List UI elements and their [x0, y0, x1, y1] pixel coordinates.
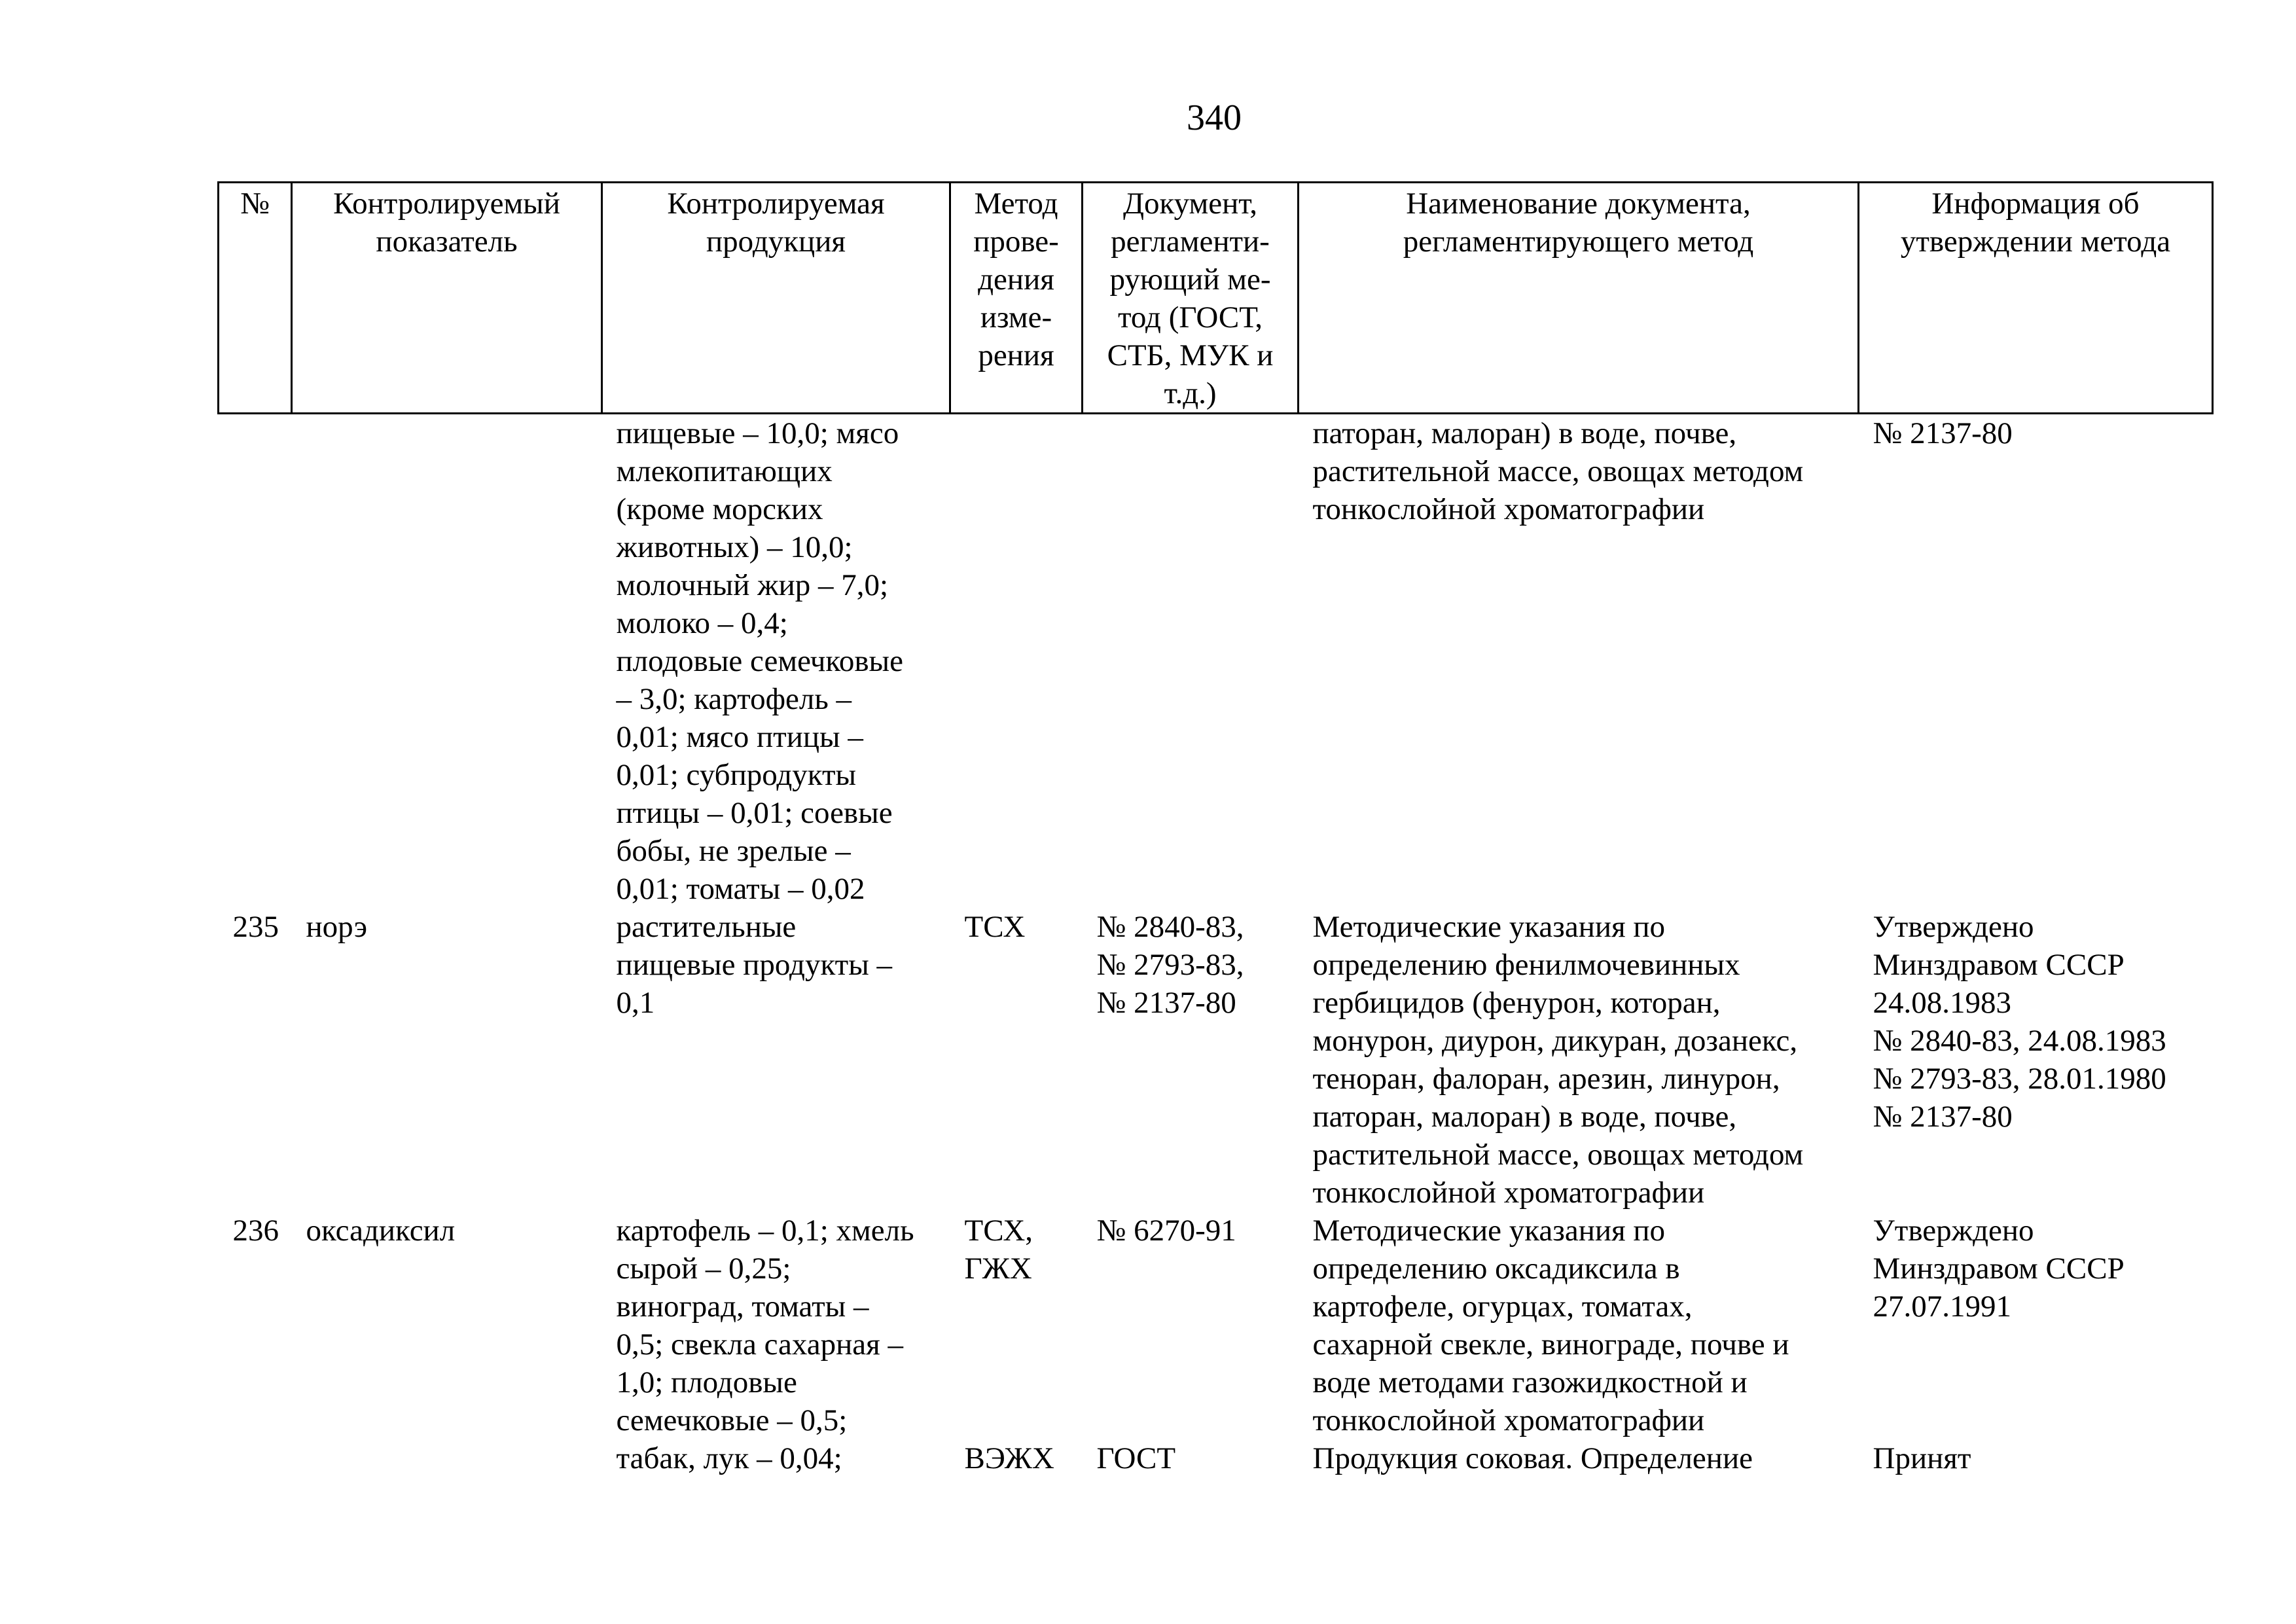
cell-text-line: патоpан, малоpан) в воде, почве,	[1312, 416, 1737, 450]
cell-text-line: плодовые семечковые	[616, 644, 903, 678]
header-text-line: дения	[978, 262, 1054, 297]
header-text-line: Метод	[974, 187, 1058, 221]
cell-document	[1083, 908, 1299, 1212]
cell-text-line: Методические указания по	[1312, 910, 1666, 944]
table-header	[219, 183, 2213, 414]
cell-text-line: № 6270-91	[1096, 1214, 1236, 1248]
cell-method	[950, 908, 1083, 1212]
cell-document-name	[1299, 908, 1859, 1212]
cell-text-line: норэ	[306, 910, 367, 944]
methods-table	[217, 181, 2214, 1477]
header-text-line: показатель	[376, 225, 518, 259]
cell-text-line: 27.07.1991	[1873, 1290, 2011, 1324]
header-text-line: Контролируемая	[667, 187, 885, 221]
cell-text-line: Минздравом СССР	[1873, 948, 2125, 982]
cell-text-line: тонкослойной хроматографии	[1312, 1176, 1705, 1210]
cell-text-line: патоpан, малоpан) в воде, почве,	[1312, 1100, 1737, 1134]
header-text-line: продукция	[706, 225, 846, 259]
table-row	[219, 908, 2213, 1212]
cell-approval-info	[1859, 1212, 2213, 1477]
cell-text-line: определению фенилмочевинных	[1312, 948, 1740, 982]
cell-text-line: гербицидов (фенурон, которан,	[1312, 986, 1721, 1020]
cell-text-line	[1097, 1363, 1285, 1401]
cell-text-line: № 2137-80	[1873, 1100, 2013, 1134]
cell-approval-info	[1859, 414, 2213, 909]
cell-text-line: растительные	[616, 910, 797, 944]
cell-text-line	[965, 1288, 1069, 1326]
cell-document	[1083, 414, 1299, 909]
cell-document-name	[1299, 1212, 1859, 1477]
cell-text-line: Минздравом СССР	[1873, 1252, 2125, 1286]
cell-text-line	[965, 1401, 1069, 1439]
cell-text-line: Продукция соковая. Определение	[1312, 1441, 1753, 1475]
cell-text-line: 0,1	[616, 986, 655, 1020]
header-text-line: т.д.)	[1164, 376, 1217, 410]
cell-text-line: 0,01; субпродукты	[616, 758, 857, 792]
page-number: 340	[1187, 98, 1242, 138]
cell-text-line: животных) – 10,0;	[616, 530, 853, 564]
cell-text-line: семечковые – 0,5;	[616, 1403, 848, 1437]
cell-document-name	[1299, 414, 1859, 909]
cell-text-line	[1097, 1401, 1285, 1439]
header-text-line: Наименование документа,	[1406, 187, 1751, 221]
header-indicator	[292, 183, 602, 414]
cell-text-line: ВЭЖХ	[964, 1441, 1054, 1475]
cell-text-line	[1097, 1326, 1285, 1363]
cell-text-line: № 2840-83,	[1096, 910, 1244, 944]
header-text-line: СТБ, МУК и	[1107, 338, 1274, 372]
cell-text-line: теноран, фалоран, арезин, линурон,	[1312, 1062, 1780, 1096]
cell-text-line: ТСХ	[964, 910, 1026, 944]
cell-number	[219, 1212, 292, 1477]
cell-text-line: № 2137-80	[1873, 416, 2013, 450]
cell-text-line: 24.08.1983	[1873, 986, 2011, 1020]
cell-text-line	[1873, 1326, 2200, 1363]
cell-text-line: Принят	[1873, 1441, 1971, 1475]
header-text-line: тод (ГОСТ,	[1117, 300, 1263, 334]
cell-indicator	[292, 414, 602, 909]
cell-text-line: пищевые – 10,0; мясо	[616, 416, 899, 450]
cell-number	[219, 908, 292, 1212]
cell-text-line: № 2137-80	[1096, 986, 1236, 1020]
cell-text-line: картофель – 0,1; хмель	[616, 1214, 914, 1248]
cell-text-line	[965, 1326, 1069, 1363]
cell-text-line	[965, 1363, 1069, 1401]
cell-text-line: растительной массе, овощах методом	[1312, 1138, 1804, 1172]
cell-text-line: птицы – 0,01; соевые	[616, 796, 893, 830]
cell-text-line: ТСХ,	[964, 1214, 1033, 1248]
header-document-name	[1299, 183, 1859, 414]
header-text-line: №	[240, 187, 270, 221]
cell-text-line	[1097, 1250, 1285, 1288]
header-text-line: рения	[978, 338, 1054, 372]
header-text-line: утверждении метода	[1900, 225, 2171, 259]
table-body	[219, 414, 2213, 1478]
cell-text-line: 0,01; томаты – 0,02	[616, 872, 865, 906]
cell-indicator	[292, 1212, 602, 1477]
cell-number	[219, 414, 292, 909]
cell-text-line: 236	[232, 1214, 279, 1248]
header-text-line: рующий ме-	[1109, 262, 1271, 297]
cell-method	[950, 1212, 1083, 1477]
header-approval-info	[1859, 183, 2213, 414]
cell-text-line	[1873, 1401, 2200, 1439]
cell-text-line: 0,5; свекла сахарная –	[616, 1327, 904, 1362]
cell-method	[950, 414, 1083, 909]
cell-text-line: картофеле, огурцах, томатах,	[1312, 1290, 1693, 1324]
header-text-line: регламенти-	[1111, 225, 1270, 259]
header-text-line: Информация об	[1931, 187, 2140, 221]
cell-text-line: Утверждено	[1873, 910, 2034, 944]
cell-text-line: ГОСТ	[1096, 1441, 1176, 1475]
cell-indicator	[292, 908, 602, 1212]
header-product	[602, 183, 950, 414]
cell-text-line: оксадиксил	[306, 1214, 456, 1248]
cell-text-line: тонкослойной хроматографии	[1312, 492, 1705, 526]
cell-document	[1083, 1212, 1299, 1477]
cell-text-line: млекопитающих	[616, 454, 833, 488]
header-document	[1083, 183, 1299, 414]
cell-text-line: пищевые продукты –	[616, 948, 893, 982]
cell-text-line: молоко – 0,4;	[616, 606, 788, 640]
cell-text-line: № 2840-83, 24.08.1983	[1873, 1024, 2166, 1058]
cell-text-line	[1873, 1363, 2200, 1401]
cell-text-line: воде методами газожидкостной и	[1312, 1365, 1748, 1399]
cell-text-line: – 3,0; картофель –	[616, 682, 852, 716]
cell-text-line: молочный жир – 7,0;	[616, 568, 889, 602]
cell-text-line	[1097, 1288, 1285, 1326]
cell-text-line: виноград, томаты –	[616, 1290, 869, 1324]
cell-text-line: монурон, диурон, дикуран, дозанекс,	[1312, 1024, 1798, 1058]
header-text-line: прове-	[973, 225, 1059, 259]
table-row	[219, 1212, 2213, 1477]
cell-text-line: сырой – 0,25;	[616, 1252, 791, 1286]
cell-text-line: ГЖХ	[964, 1252, 1032, 1286]
header-text-line: Контролируемый	[333, 187, 560, 221]
cell-product	[602, 908, 950, 1212]
header-method	[950, 183, 1083, 414]
cell-text-line: № 2793-83,	[1096, 948, 1244, 982]
header-text-line: изме-	[980, 300, 1052, 334]
cell-text-line: сахарной свекле, винограде, почве и	[1312, 1327, 1789, 1362]
cell-text-line: табак, лук – 0,04;	[616, 1441, 842, 1475]
cell-text-line: Утверждено	[1873, 1214, 2034, 1248]
cell-text-line: тонкослойной хроматографии	[1312, 1403, 1705, 1437]
cell-product	[602, 414, 950, 909]
header-number	[219, 183, 292, 414]
table-row	[219, 414, 2213, 909]
header-text-line: регламентирующего метод	[1403, 225, 1754, 259]
cell-text-line: определению оксадиксила в	[1312, 1252, 1680, 1286]
header-row	[219, 183, 2213, 414]
cell-approval-info	[1859, 908, 2213, 1212]
cell-text-line: Методические указания по	[1312, 1214, 1666, 1248]
cell-text-line: 1,0; плодовые	[616, 1365, 797, 1399]
cell-text-line: растительной массе, овощах методом	[1312, 454, 1804, 488]
cell-text-line: 0,01; мясо птицы –	[616, 720, 863, 754]
cell-text-line: № 2793-83, 28.01.1980	[1873, 1062, 2166, 1096]
cell-text-line: 235	[232, 910, 279, 944]
header-text-line: Документ,	[1122, 187, 1258, 221]
cell-text-line: (кроме морских	[616, 492, 823, 526]
cell-product	[602, 1212, 950, 1477]
cell-text-line: бобы, не зрелые –	[616, 834, 851, 868]
